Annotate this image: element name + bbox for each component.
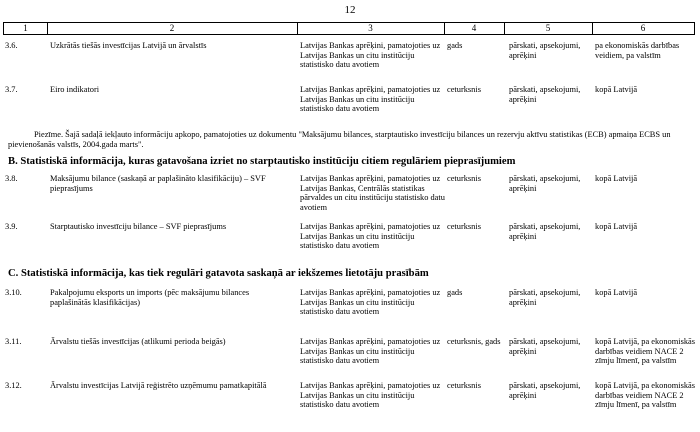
- row-number: 3.7.: [5, 85, 18, 94]
- periodicity: ceturksnis: [447, 381, 481, 390]
- breakdown: kopā Latvijā: [595, 288, 638, 297]
- data-source: Latvijas Bankas aprēķini, pamatojoties uz Latvijas Bankas un citu institūciju statistisko datu avotiem: [300, 337, 441, 366]
- column-header: 4: [471, 23, 477, 33]
- periodicity: gads: [447, 41, 463, 50]
- periodicity: ceturksnis, gads: [447, 337, 501, 346]
- data-source: Latvijas Bankas aprēķini, pamatojoties uz Latvijas Bankas un citu institūciju statistisko datu avotiem: [300, 41, 441, 70]
- row-number: 3.11.: [5, 337, 22, 346]
- indicator-name: Pakalpojumu eksports un imports (pēc maksājumu bilances paplašinātās klasifikācijas): [50, 288, 250, 307]
- indicator-name: Starptautisko investīciju bilance – SVF pieprasījums: [50, 222, 227, 231]
- collection-form: pārskati, apsekojumi, aprēķini: [509, 337, 581, 356]
- breakdown: kopā Latvijā: [595, 174, 638, 183]
- collection-form: pārskati, apsekojumi, aprēķini: [509, 222, 581, 241]
- breakdown: kopā Latvijā, pa ekonomiskās darbības veidiem NACE 2 zīmju līmenī, pa valstīm: [595, 337, 696, 366]
- column-header: 5: [545, 23, 551, 33]
- page-number: 12: [344, 4, 356, 16]
- column-header: 3: [368, 23, 373, 33]
- indicator-name: Maksājumu bilance (saskaņā ar paplašināto klasifikāciju) – SVF pieprasījums: [50, 174, 266, 193]
- section-heading-c: C. Statistiskā informācija, kas tiek regulāri gatavota saskaņā ar iekšzemes lietotāju prasībām: [8, 268, 429, 279]
- row-number: 3.9.: [5, 222, 18, 231]
- collection-form: pārskati, apsekojumi, aprēķini: [509, 288, 581, 307]
- periodicity: gads: [447, 288, 463, 297]
- row-number: 3.10.: [5, 288, 22, 297]
- data-source: Latvijas Bankas aprēķini, pamatojoties uz Latvijas Bankas, Centrālās statistikas pārvaldes un citu institūciju statistisko datu avotiem: [300, 174, 445, 212]
- data-source: Latvijas Bankas aprēķini, pamatojoties uz Latvijas Bankas un citu institūciju statistisko datu avotiem: [300, 381, 441, 410]
- indicator-name: Eiro indikatori: [50, 85, 100, 94]
- column-header: 1: [23, 23, 28, 33]
- indicator-name: Uzkrātās tiešās investīcijas Latvijā un ārvalstīs: [50, 41, 207, 50]
- data-source: Latvijas Bankas aprēķini, pamatojoties uz Latvijas Bankas un citu institūciju statistisko datu avotiem: [300, 222, 441, 251]
- row-number: 3.12.: [5, 381, 22, 390]
- collection-form: pārskati, apsekojumi, aprēķini: [509, 174, 581, 193]
- column-header: 6: [640, 23, 646, 33]
- section-heading-b: B. Statistiskā informācija, kuras gatavošana izriet no starptautisko institūciju citiem regulāriem pieprasījumiem: [8, 156, 516, 167]
- breakdown: kopā Latvijā: [595, 222, 638, 231]
- periodicity: ceturksnis: [447, 85, 481, 94]
- breakdown: kopā Latvijā, pa ekonomiskās darbības veidiem NACE 2 zīmju līmenī, pa valstīm: [595, 381, 696, 410]
- column-header-row: [3, 22, 695, 35]
- data-source: Latvijas Bankas aprēķini, pamatojoties uz Latvijas Bankas un citu institūciju statistisko datu avotiem: [300, 288, 441, 317]
- row-number: 3.8.: [5, 174, 18, 183]
- collection-form: pārskati, apsekojumi, aprēķini: [509, 41, 581, 60]
- periodicity: ceturksnis: [447, 222, 481, 231]
- indicator-name: Ārvalstu investīcijas Latvijā reģistrēto uzņēmumu pamatkapitālā: [50, 381, 267, 390]
- periodicity: ceturksnis: [447, 174, 481, 183]
- row-number: 3.6.: [5, 41, 18, 50]
- column-header: 2: [169, 23, 175, 33]
- note-text: Piezīme. Šajā sadaļā iekļauto informāciju apkopo, pamatojoties uz dokumentu "Maksājumu bilances, starptautisko investīciju bilances un rezervju aktīvu statistikas (ECB) apmaiņa ECBS un pievienošanās valstīs, 2004.gada marts".: [8, 130, 671, 149]
- data-source: Latvijas Bankas aprēķini, pamatojoties uz Latvijas Bankas un citu institūciju statistisko datu avotiem: [300, 85, 441, 114]
- collection-form: pārskati, apsekojumi, aprēķini: [509, 85, 581, 104]
- indicator-name: Ārvalstu tiešās investīcijas (atlikumi perioda beigās): [50, 337, 226, 346]
- collection-form: pārskati, apsekojumi, aprēķini: [509, 381, 581, 400]
- note: [8, 130, 696, 150]
- breakdown: kopā Latvijā: [595, 85, 638, 94]
- breakdown: pa ekonomiskās darbības veidiem, pa valstīm: [595, 41, 680, 60]
